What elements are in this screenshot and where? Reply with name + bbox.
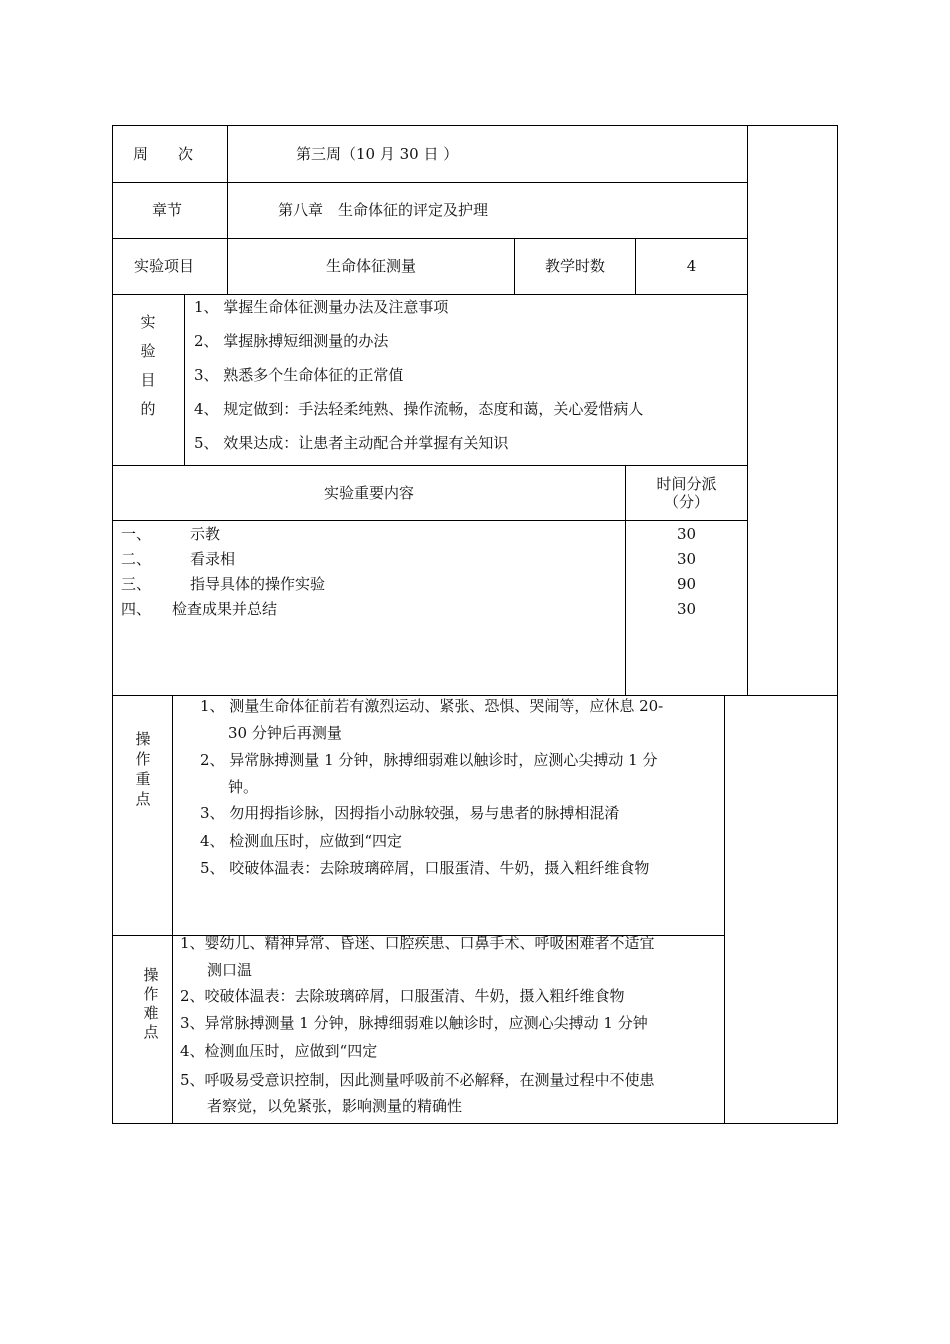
objective-item: 3、 熟悉多个生命体征的正常值 <box>194 366 404 384</box>
hours-value: 4 <box>686 257 697 275</box>
chapter-label: 章节 <box>152 201 183 219</box>
content-item-time: 30 <box>676 600 697 618</box>
time-header: 时间分派 <box>656 475 717 493</box>
chapter-value: 第八章 生命体征的评定及护理 <box>278 201 489 219</box>
difficulty-line: 1、婴幼儿、精神异常、昏迷、口腔疾患、口鼻手术、呼吸困难者不适宜 <box>180 934 655 952</box>
difficulty-line: 4、检测血压时，应做到“四定 <box>180 1042 378 1060</box>
key-points-label: 操 作 重 点 <box>135 730 151 808</box>
objective-item: 2、 掌握脉搏短细测量的办法 <box>194 332 389 350</box>
objectives-label: 实 验 目 的 <box>140 313 156 418</box>
key-point-line: 30 分钟后再测量 <box>228 724 342 742</box>
key-point-line: 钟。 <box>228 778 259 796</box>
time-header-unit: （分） <box>663 493 709 511</box>
content-header: 实验重要内容 <box>323 484 414 502</box>
content-item-text: 示教 <box>190 525 221 543</box>
objective-item: 5、 效果达成：让患者主动配合并掌握有关知识 <box>194 434 509 452</box>
project-value: 生命体征测量 <box>325 257 416 275</box>
content-item-time: 90 <box>676 575 697 593</box>
content-item-text: 看录相 <box>190 550 236 568</box>
key-point-line: 2、 异常脉搏测量 1 分钟，脉搏细弱难以触诊时，应测心尖搏动 1 分 <box>200 751 658 769</box>
content-item-text: 指导具体的操作实验 <box>190 575 326 593</box>
difficulty-line: 3、异常脉搏测量 1 分钟，脉搏细弱难以触诊时，应测心尖搏动 1 分钟 <box>180 1014 648 1032</box>
key-point-line: 5、 咬破体温表：去除玻璃碎屑，口服蛋清、牛奶，摄入粗纤维食物 <box>200 859 650 877</box>
objective-item: 4、 规定做到：手法轻柔纯熟、操作流畅，态度和蔼，关心爱惜病人 <box>194 400 644 418</box>
content-item-time: 30 <box>676 550 697 568</box>
difficulty-line: 测口温 <box>207 961 253 979</box>
content-item-num: 二、 <box>121 550 152 568</box>
week-label: 周 次 <box>133 145 194 163</box>
content-item-text: 检查成果并总结 <box>172 600 278 618</box>
key-point-line: 3、 勿用拇指诊脉，因拇指小动脉较强，易与患者的脉搏相混淆 <box>200 804 620 822</box>
content-item-time: 30 <box>676 525 697 543</box>
project-label: 实验项目 <box>134 257 195 275</box>
difficulties-label: 操 作 难 点 <box>143 966 159 1041</box>
content-item-num: 三、 <box>121 575 152 593</box>
difficulty-line: 者察觉，以免紧张，影响测量的精确性 <box>207 1097 463 1115</box>
content-item-num: 四、 <box>121 600 152 618</box>
key-point-line: 4、 检测血压时，应做到“四定 <box>200 832 402 850</box>
key-point-line: 1、 测量生命体征前若有激烈运动、紧张、恐惧、哭闹等，应休息 20- <box>200 697 664 715</box>
difficulty-line: 2、咬破体温表：去除玻璃碎屑，口服蛋清、牛奶，摄入粗纤维食物 <box>180 987 625 1005</box>
difficulty-line: 5、呼吸易受意识控制，因此测量呼吸前不必解释，在测量过程中不使患 <box>180 1071 655 1089</box>
objective-item: 1、 掌握生命体征测量办法及注意事项 <box>194 298 449 316</box>
hours-label: 教学时数 <box>544 257 605 275</box>
week-value: 第三周（10 月 30 日 ） <box>296 145 459 163</box>
content-item-num: 一、 <box>121 525 152 543</box>
